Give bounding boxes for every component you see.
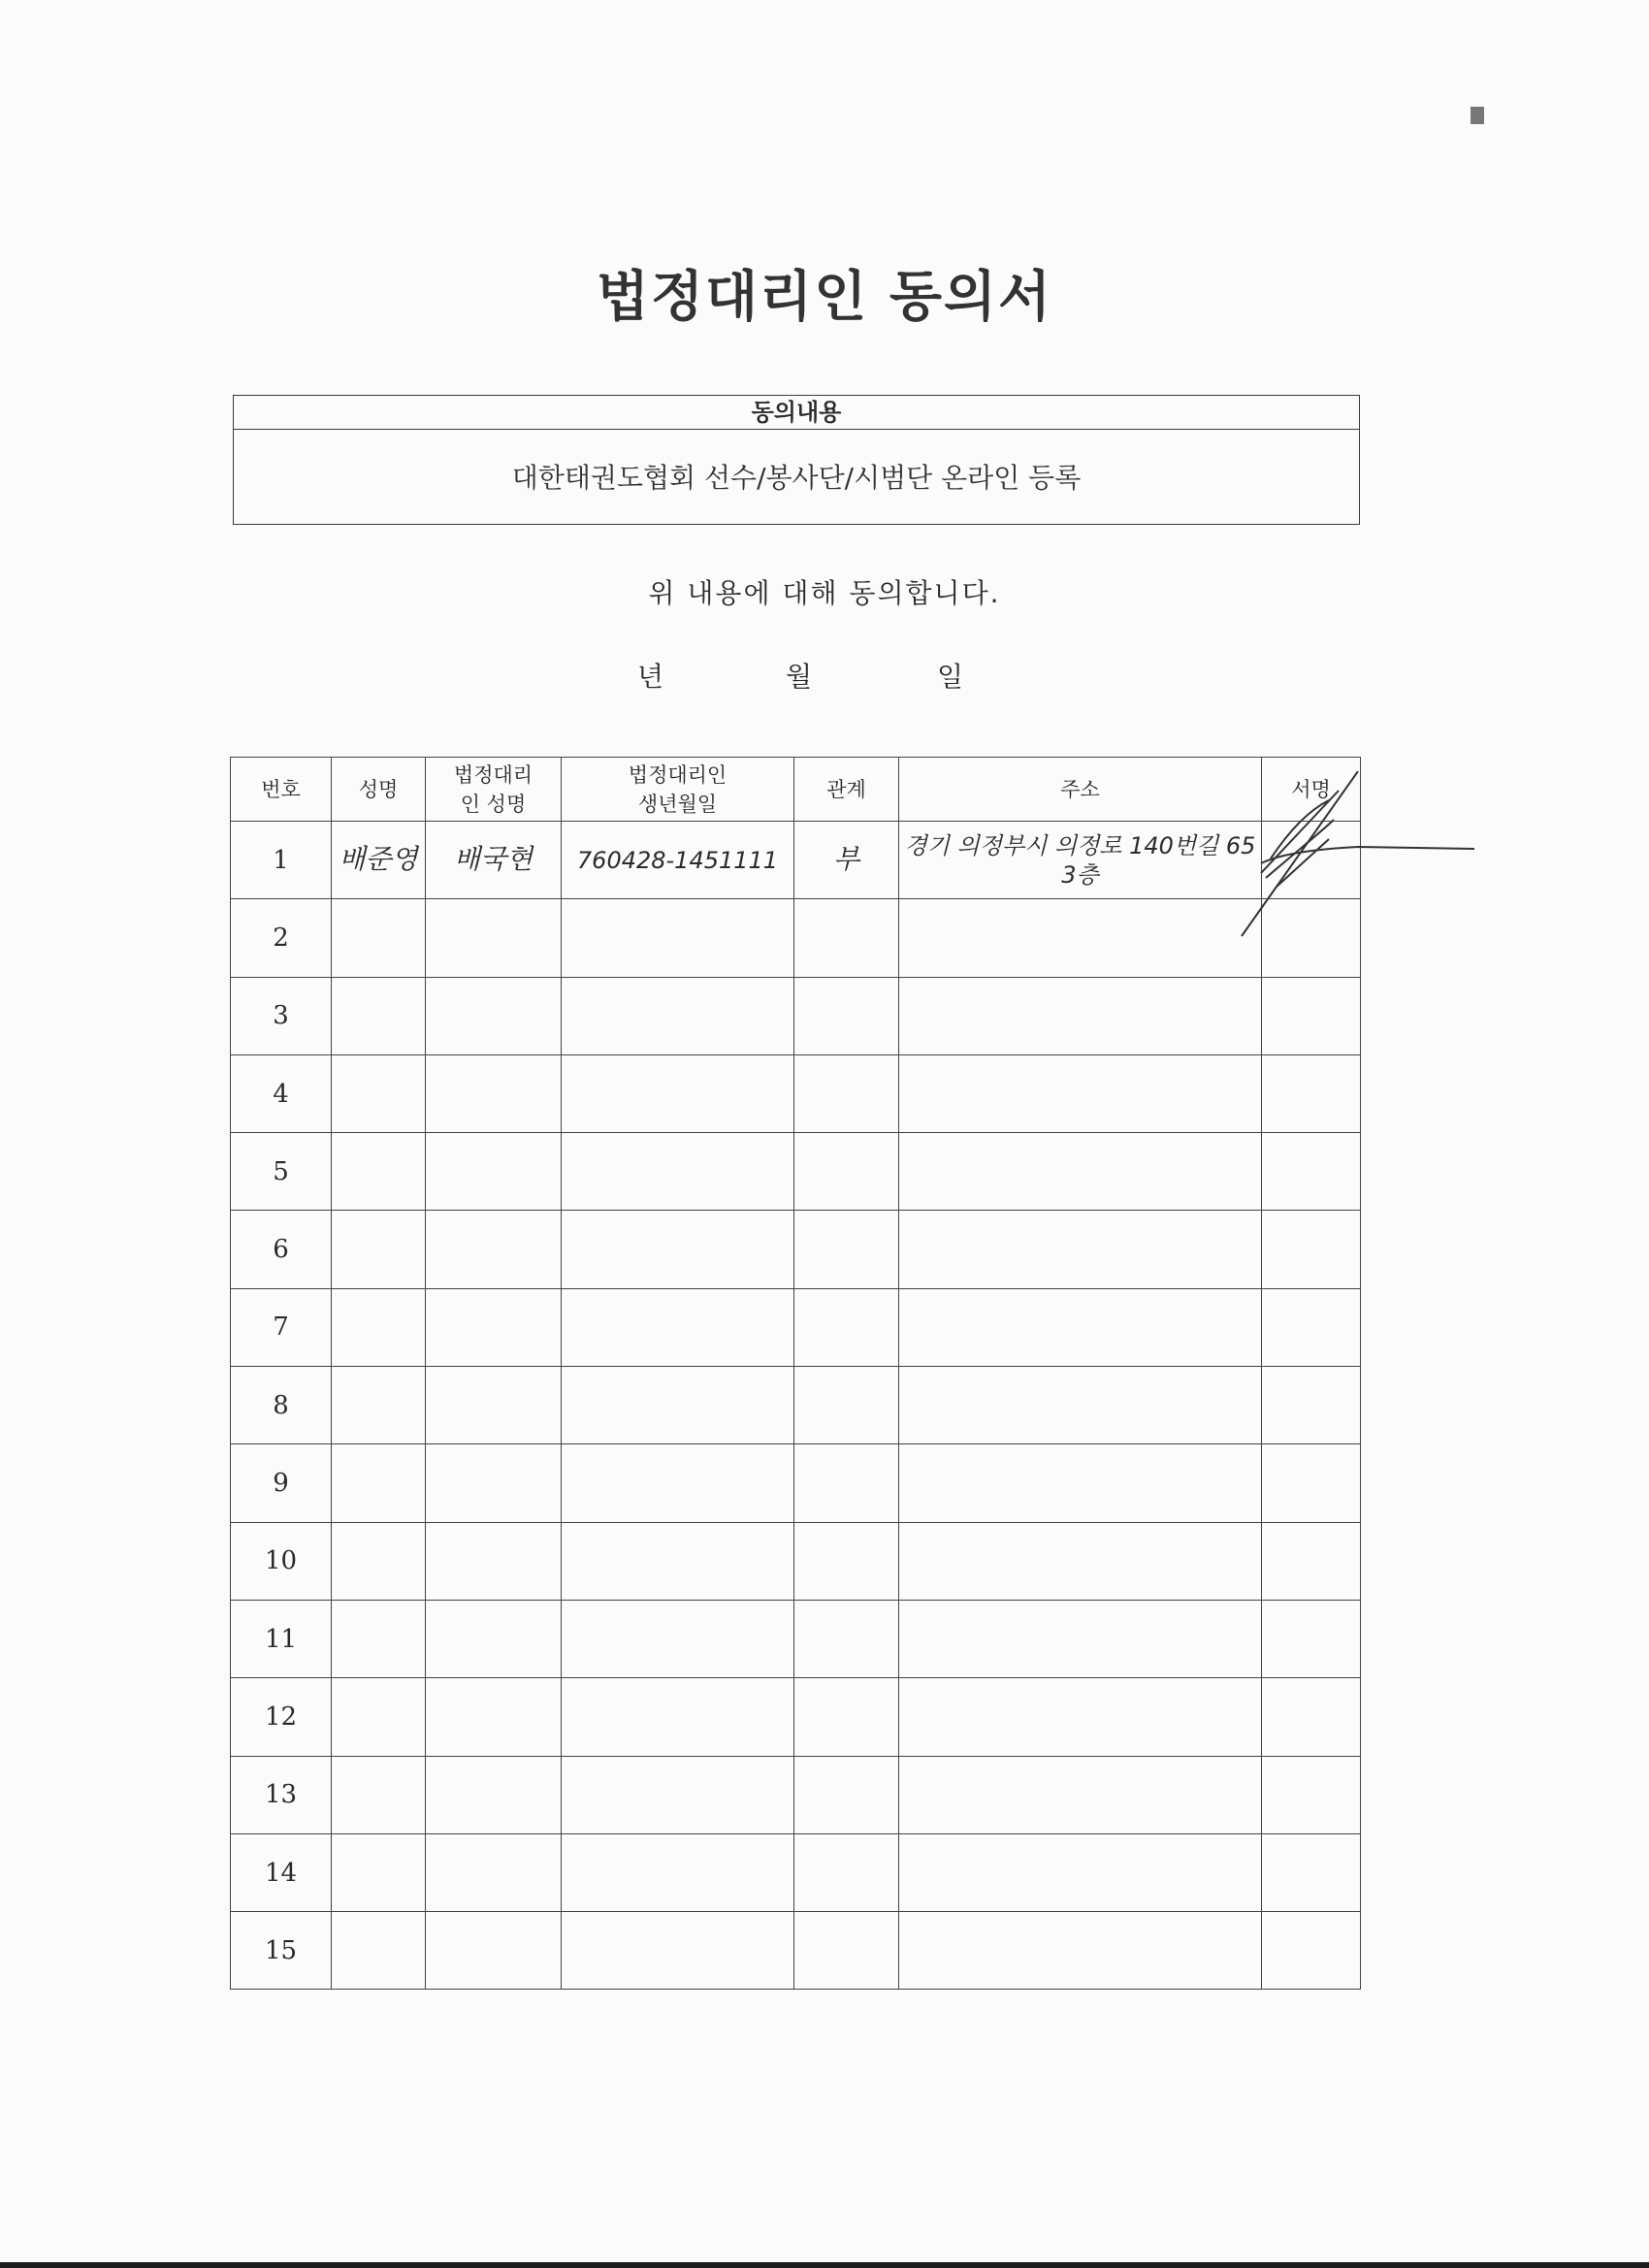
- cell-signature[interactable]: [1262, 1756, 1361, 1833]
- cell-guardian-birth[interactable]: [562, 822, 794, 899]
- cell-guardian-name[interactable]: [426, 977, 562, 1054]
- cell-relation[interactable]: [794, 1054, 899, 1132]
- cell-guardian-name[interactable]: [426, 1288, 562, 1366]
- cell-address[interactable]: [899, 1678, 1262, 1756]
- row-number: 7: [231, 1288, 332, 1366]
- row-number: 8: [231, 1367, 332, 1444]
- header-no: 번호: [231, 758, 332, 822]
- cell-address[interactable]: [899, 977, 1262, 1054]
- table-row: [231, 1912, 1361, 1990]
- header-guardian-birth: 법정대리인 생년월일: [562, 758, 794, 822]
- agreement-statement: 위 내용에 대해 동의합니다.: [648, 577, 1001, 609]
- cell-address[interactable]: [899, 1444, 1262, 1522]
- cell-guardian-birth[interactable]: [562, 977, 794, 1054]
- header-name: 성명: [332, 758, 426, 822]
- cell-signature[interactable]: [1262, 1833, 1361, 1911]
- cell-relation[interactable]: [794, 1522, 899, 1600]
- table-row: [231, 1288, 1361, 1366]
- cell-name[interactable]: [332, 1133, 426, 1211]
- cell-signature[interactable]: [1262, 1288, 1361, 1366]
- cell-address[interactable]: [899, 1133, 1262, 1211]
- cell-name[interactable]: [332, 1211, 426, 1288]
- cell-relation[interactable]: [794, 1600, 899, 1677]
- cell-relation[interactable]: [794, 1833, 899, 1911]
- cell-address[interactable]: [899, 1756, 1262, 1833]
- header-address: 주소: [899, 758, 1262, 822]
- cell-relation[interactable]: [794, 977, 899, 1054]
- cell-guardian-birth[interactable]: [562, 1054, 794, 1132]
- table-row: [231, 1522, 1361, 1600]
- cell-guardian-birth[interactable]: [562, 1678, 794, 1756]
- table-row: [231, 1444, 1361, 1522]
- handwritten-guardian-birth: 760428-1451111: [576, 846, 779, 874]
- cell-relation[interactable]: [794, 1288, 899, 1366]
- cell-address[interactable]: [899, 1833, 1262, 1911]
- cell-guardian-name[interactable]: [426, 1678, 562, 1756]
- cell-guardian-name[interactable]: [426, 1211, 562, 1288]
- cell-name[interactable]: [332, 1367, 426, 1444]
- scan-edge: [0, 2262, 1649, 2268]
- cell-signature[interactable]: [1262, 1678, 1361, 1756]
- consent-content-body: 대한태권도협회 선수/봉사단/시범단 온라인 등록: [511, 462, 1082, 494]
- table-row: [231, 1211, 1361, 1288]
- row-number: 11: [231, 1600, 332, 1677]
- cell-address[interactable]: [899, 822, 1262, 899]
- row-number: 2: [231, 899, 332, 977]
- cell-name[interactable]: [332, 977, 426, 1054]
- row-number: 6: [231, 1211, 332, 1288]
- cell-relation[interactable]: [794, 1678, 899, 1756]
- cell-signature[interactable]: [1262, 1367, 1361, 1444]
- cell-signature[interactable]: [1262, 1054, 1361, 1132]
- cell-guardian-birth[interactable]: [562, 1833, 794, 1911]
- header-relation: 관계: [794, 758, 899, 822]
- table-header-row: [231, 758, 1361, 822]
- handwritten-address: 경기 의정부시 의정로 140번길 65 3층: [904, 831, 1256, 889]
- cell-address[interactable]: [899, 1054, 1262, 1132]
- table-row: [231, 822, 1361, 899]
- cell-guardian-name[interactable]: [426, 1522, 562, 1600]
- handwritten-guardian-name: 배국현: [453, 843, 534, 876]
- handwritten-relation: 부: [832, 843, 860, 876]
- cell-address[interactable]: [899, 1211, 1262, 1288]
- cell-relation[interactable]: [794, 899, 899, 977]
- cell-name[interactable]: [332, 1678, 426, 1756]
- header-guardian-name: 법정대리인 성명: [426, 758, 562, 822]
- scan-mark: [1471, 107, 1484, 124]
- cell-guardian-name[interactable]: [426, 1367, 562, 1444]
- row-number: 15: [231, 1912, 332, 1990]
- cell-name[interactable]: [332, 1288, 426, 1366]
- cell-address[interactable]: [899, 1912, 1262, 1990]
- cell-name[interactable]: [332, 1522, 426, 1600]
- table-row: [231, 977, 1361, 1054]
- consent-content-box: [233, 395, 1360, 525]
- cell-relation[interactable]: [794, 1756, 899, 1833]
- cell-address[interactable]: [899, 899, 1262, 977]
- cell-guardian-birth[interactable]: [562, 1912, 794, 1990]
- cell-guardian-birth[interactable]: [562, 1133, 794, 1211]
- cell-guardian-birth[interactable]: [562, 1600, 794, 1677]
- cell-signature[interactable]: [1262, 1444, 1361, 1522]
- cell-guardian-name[interactable]: [426, 1833, 562, 1911]
- cell-address[interactable]: [899, 1522, 1262, 1600]
- row-number: 13: [231, 1756, 332, 1833]
- cell-guardian-name[interactable]: [426, 1756, 562, 1833]
- row-number: 5: [231, 1133, 332, 1211]
- cell-guardian-birth[interactable]: [562, 1444, 794, 1522]
- cell-guardian-birth[interactable]: [562, 1211, 794, 1288]
- cell-relation[interactable]: [794, 1367, 899, 1444]
- cell-name[interactable]: [332, 1912, 426, 1990]
- table-row: [231, 1678, 1361, 1756]
- cell-name[interactable]: [332, 1054, 426, 1132]
- cell-relation[interactable]: [794, 822, 899, 899]
- row-number: 1: [231, 822, 332, 899]
- row-number: 14: [231, 1833, 332, 1911]
- table-row: [231, 1367, 1361, 1444]
- cell-name[interactable]: [332, 1833, 426, 1911]
- row-number: 9: [231, 1444, 332, 1522]
- cell-name[interactable]: [332, 1444, 426, 1522]
- cell-name[interactable]: [332, 899, 426, 977]
- cell-guardian-name[interactable]: [426, 899, 562, 977]
- cell-address[interactable]: [899, 1288, 1262, 1366]
- document-title: 법정대리인 동의서: [596, 266, 1053, 329]
- row-number: 4: [231, 1054, 332, 1132]
- date-month-label: 월: [786, 661, 813, 693]
- cell-relation[interactable]: [794, 1133, 899, 1211]
- cell-guardian-birth[interactable]: [562, 1367, 794, 1444]
- cell-relation[interactable]: [794, 1444, 899, 1522]
- cell-guardian-name[interactable]: [426, 1133, 562, 1211]
- cell-signature[interactable]: [1262, 1600, 1361, 1677]
- cell-guardian-birth[interactable]: [562, 1288, 794, 1366]
- date-year-label: 년: [637, 661, 664, 693]
- cell-relation[interactable]: [794, 1211, 899, 1288]
- row-number: 3: [231, 977, 332, 1054]
- date-day-label: 일: [937, 661, 964, 693]
- cell-signature[interactable]: [1262, 1211, 1361, 1288]
- cell-signature[interactable]: [1262, 1522, 1361, 1600]
- header-signature: 서명: [1262, 758, 1361, 822]
- table-row: [231, 1054, 1361, 1132]
- cell-address[interactable]: [899, 1600, 1262, 1677]
- cell-signature[interactable]: [1262, 977, 1361, 1054]
- cell-signature[interactable]: [1262, 1912, 1361, 1990]
- cell-relation[interactable]: [794, 1912, 899, 1990]
- cell-guardian-birth[interactable]: [562, 1756, 794, 1833]
- table-row: [231, 899, 1361, 977]
- cell-guardian-birth[interactable]: [562, 1522, 794, 1600]
- cell-guardian-name[interactable]: [426, 822, 562, 899]
- cell-signature[interactable]: [1262, 1133, 1361, 1211]
- cell-address[interactable]: [899, 1367, 1262, 1444]
- cell-name[interactable]: [332, 1756, 426, 1833]
- table-row: [231, 1600, 1361, 1677]
- cell-guardian-birth[interactable]: [562, 899, 794, 977]
- cell-name[interactable]: [332, 822, 426, 899]
- cell-name[interactable]: [332, 1600, 426, 1677]
- consent-content-header: 동의내용: [234, 396, 1359, 430]
- handwritten-name: 배준영: [339, 843, 418, 876]
- cell-guardian-name[interactable]: [426, 1054, 562, 1132]
- cell-guardian-name[interactable]: [426, 1912, 562, 1990]
- cell-guardian-name[interactable]: [426, 1600, 562, 1677]
- cell-guardian-name[interactable]: [426, 1444, 562, 1522]
- row-number: 10: [231, 1522, 332, 1600]
- table-row: [231, 1756, 1361, 1833]
- guardian-signature: [1232, 771, 1484, 946]
- table-row: [231, 1133, 1361, 1211]
- guardian-registration-table: [230, 757, 1361, 1990]
- table-row: [231, 1833, 1361, 1911]
- row-number: 12: [231, 1678, 332, 1756]
